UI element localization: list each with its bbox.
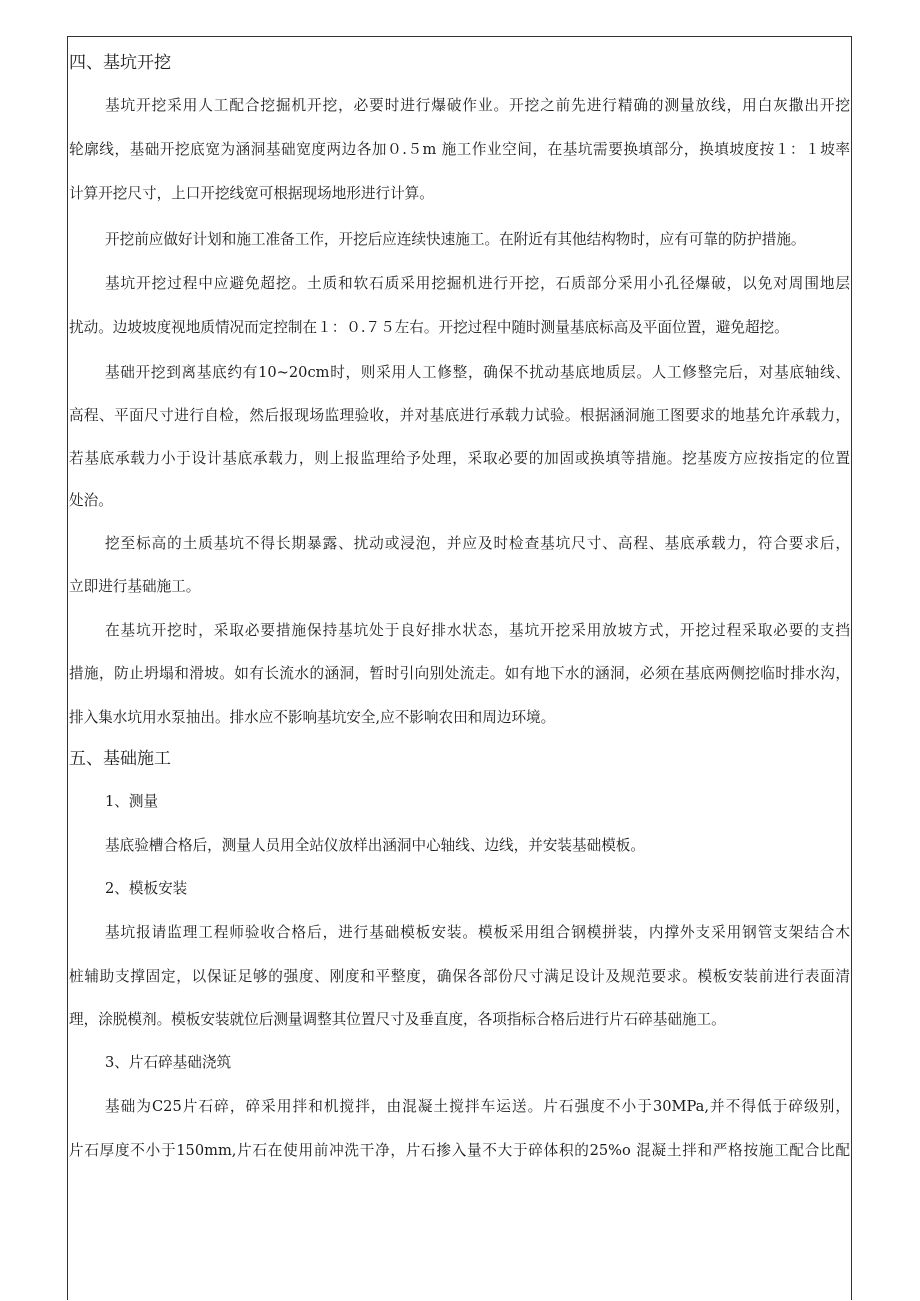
paragraph-line: 基础开挖到离基底约有10~20cm时，则采用人工修整，确保不扰动基底地质层。人工修整完后，对基底轴线、 — [105, 364, 850, 381]
section-5-heading: 五、基础施工 — [69, 749, 171, 769]
paragraph-line: 措施，防止坍塌和滑坡。如有长流水的涵洞，暂时引向别处流走。如有地下水的涵洞，必须在基底两侧挖临时排水沟， — [69, 665, 850, 682]
subsection-title-survey: 1、测量 — [105, 793, 159, 810]
paragraph-line: 轮廓线，基础开挖底宽为涵洞基础宽度两边各加０.５m 施工作业空间，在基坑需要换填部分，换填坡度按１：１坡率 — [69, 141, 850, 158]
paragraph-line: 扰动。边坡坡度视地质情况而定控制在１：０.７５左右。开挖过程中随时测量基底标高及平面位置，避免超挖。 — [69, 319, 789, 336]
section-4-heading: 四、基坑开挖 — [69, 53, 171, 73]
paragraph-line: 理，涂脱模剂。模板安装就位后测量调整其位置尺寸及垂直度，各项指标合格后进行片石碎基础施工。 — [69, 1011, 726, 1028]
paragraph-line: 基坑开挖过程中应避免超挖。土质和软石质采用挖掘机进行开挖，石质部分采用小孔径爆破，以免对周围地层 — [105, 275, 850, 292]
paragraph-line: 立即进行基础施工。 — [69, 578, 201, 595]
paragraph-line: 基坑开挖采用人工配合挖掘机开挖，必要时进行爆破作业。开挖之前先进行精确的测量放线，用白灰撒出开挖 — [105, 97, 850, 114]
paragraph-line: 计算开挖尺寸，上口开挖线宽可根据现场地形进行计算。 — [69, 185, 434, 202]
paragraph-line: 桩辅助支撑固定，以保证足够的强度、刚度和平整度，确保各部份尺寸满足设计及规范要求。模板安装前进行表面清 — [69, 968, 850, 985]
paragraph-line: 基坑报请监理工程师验收合格后，进行基础模板安装。模板采用组合钢模拼装，内撑外支采用钢管支架结合木 — [105, 924, 850, 941]
paragraph-line: 在基坑开挖时，采取必要措施保持基坑处于良好排水状态，基坑开挖采用放坡方式，开挖过程采取必要的支挡 — [105, 622, 850, 639]
paragraph-line: 若基底承载力小于设计基底承载力，则上报监理给予处理，采取必要的加固或换填等措施。挖基废方应按指定的位置 — [69, 450, 850, 467]
subsection-title-pouring: 3、片石碎基础浇筑 — [105, 1054, 232, 1071]
subsection-title-formwork: 2、模板安装 — [105, 880, 188, 897]
paragraph-line: 高程、平面尺寸进行自检，然后报现场监理验收，并对基底进行承载力试验。根据涵洞施工图要求的地基允许承载力， — [69, 407, 850, 424]
paragraph-line: 处治。 — [69, 492, 113, 509]
paragraph-line: 基础为C25片石碎，碎采用拌和机搅拌，由混凝土搅拌车运送。片石强度不小于30MPa,并不得低于碎级别， — [105, 1098, 850, 1115]
paragraph-line: 片石厚度不小于150mm,片石在使用前冲洗干净，片石掺入量不大于碎体积的25%o 混凝土拌和严格按施工配合比配 — [69, 1142, 850, 1159]
paragraph-line: 基底验槽合格后，测量人员用全站仪放样出涵洞中心轴线、边线，并安装基础模板。 — [105, 837, 645, 854]
paragraph-line: 排入集水坑用水泵抽出。排水应不影响基坑安全,应不影响农田和周边环境。 — [69, 709, 556, 726]
paragraph-line: 挖至标高的土质基坑不得长期暴露、扰动或浸泡，并应及时检查基坑尺寸、高程、基底承载力，符合要求后， — [105, 535, 850, 552]
paragraph-line: 开挖前应做好计划和施工准备工作，开挖后应连续快速施工。在附近有其他结构物时，应有可靠的防护措施。 — [105, 231, 806, 248]
